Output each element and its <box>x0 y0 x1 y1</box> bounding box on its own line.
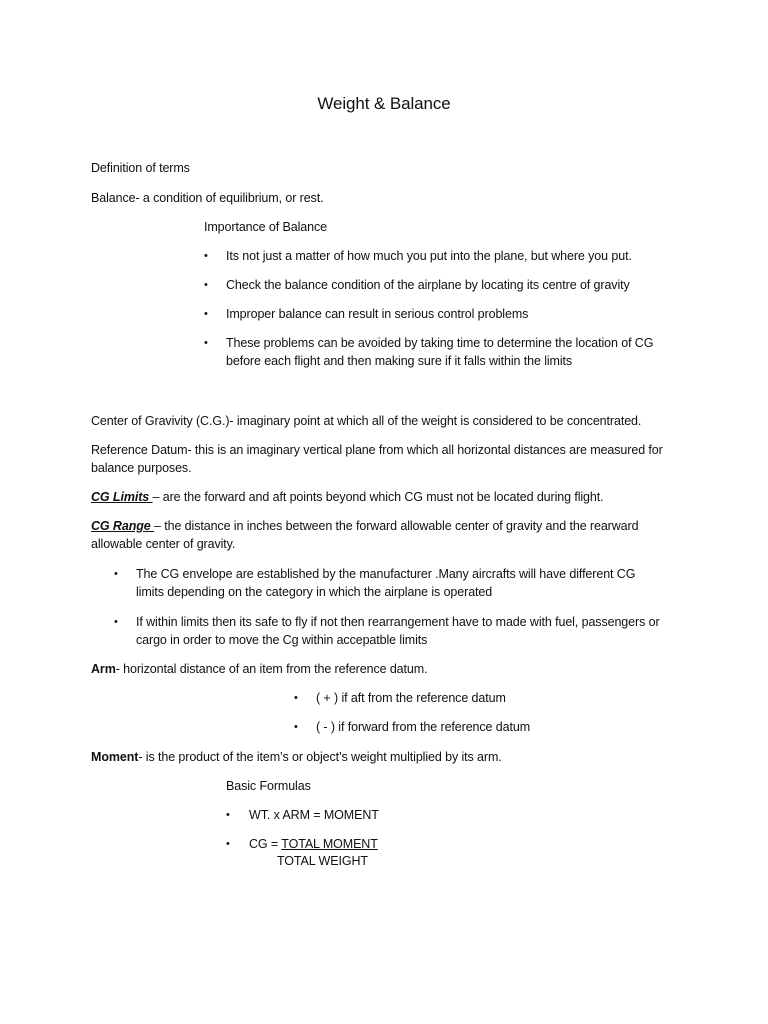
bullet-icon: • <box>226 809 230 821</box>
arm-bullet-forward: ( - ) if forward from the reference datum <box>316 720 531 734</box>
formula-cg-numerator: TOTAL MOMENT <box>281 837 378 851</box>
page-title: Weight & Balance <box>317 94 451 113</box>
balance-text: - a condition of equilibrium, or rest. <box>135 191 324 205</box>
arm-definition <box>91 660 427 678</box>
cg-limits-term: CG Limits <box>91 490 153 504</box>
bullet-icon: • <box>114 616 118 628</box>
bullet-icon: • <box>204 337 208 349</box>
formula-cg-denominator: TOTAL WEIGHT <box>277 854 368 868</box>
moment-text: - is the product of the item’s or object’s weight multiplied by its arm. <box>138 750 502 764</box>
reference-datum-definition: Reference Datum- this is an imaginary vertical plane from which all horizontal distances are measured for balance purposes. <box>91 443 663 475</box>
moment-term: Moment <box>91 750 139 764</box>
bullet-icon: • <box>114 568 118 580</box>
center-of-gravity-definition: Center of Gravivity (C.G.)- imaginary point at which all of the weight is considered to be concentrated. <box>91 414 642 428</box>
balance-bullet-3: Improper balance can result in serious control problems <box>226 307 529 321</box>
balance-bullet-1: Its not just a matter of how much you put into the plane, but where you put. <box>226 249 632 263</box>
balance-definition <box>91 189 323 207</box>
cg-range-bullet-1: The CG envelope are established by the manufacturer .Many aircrafts will have different CG limits depending on the category in which the airplane is operated <box>136 567 636 599</box>
basic-formulas-heading: Basic Formulas <box>226 779 311 793</box>
moment-definition <box>91 748 502 766</box>
bullet-icon: • <box>226 838 230 850</box>
cg-range-definition <box>91 517 671 553</box>
balance-bullet-4: These problems can be avoided by taking time to determine the location of CG before each flight and then making sure if it falls within the limits <box>226 336 654 368</box>
importance-of-balance-heading: Importance of Balance <box>204 220 327 234</box>
arm-term: Arm <box>91 662 116 676</box>
cg-limits-text: – are the forward and aft points beyond which CG must not be located during flight. <box>152 490 604 504</box>
arm-text: - horizontal distance of an item from the reference datum. <box>115 662 428 676</box>
definitions-heading: Definition of terms <box>91 161 190 175</box>
arm-bullet-aft: ( + ) if aft from the reference datum <box>316 691 506 705</box>
cg-range-bullet-2: If within limits then its safe to fly if not then rearrangement have to made with fuel, passengers or cargo in order to move the Cg within accepatble limits <box>136 615 660 647</box>
bullet-icon: • <box>204 250 208 262</box>
balance-term: Balance <box>91 191 136 205</box>
bullet-icon: • <box>294 721 298 733</box>
bullet-icon: • <box>294 692 298 704</box>
cg-limits-definition <box>91 488 604 506</box>
formula-cg <box>249 835 378 853</box>
balance-bullet-2: Check the balance condition of the airplane by locating its centre of gravity <box>226 278 630 292</box>
cg-range-text: – the distance in inches between the forward allowable center of gravity and the rearward allowable center of gravity. <box>91 519 639 551</box>
cg-range-term: CG Range <box>91 519 154 533</box>
formula-moment: WT. x ARM = MOMENT <box>249 808 379 822</box>
bullet-icon: • <box>204 308 208 320</box>
bullet-icon: • <box>204 279 208 291</box>
formula-cg-prefix: CG = <box>249 837 282 851</box>
